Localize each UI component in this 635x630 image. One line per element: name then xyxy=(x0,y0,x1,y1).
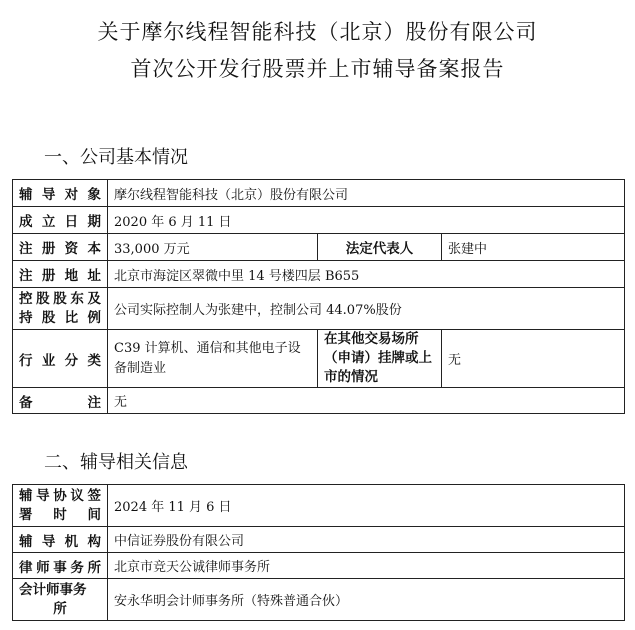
company-info-table xyxy=(12,179,625,414)
note-label: 备注 xyxy=(13,388,108,414)
law-value: 北京市竞天公诚律师事务所 xyxy=(108,553,625,579)
cpa-label-line1: 会计师事务 xyxy=(19,581,87,598)
rep-value: 张建中 xyxy=(442,234,625,261)
table-row xyxy=(13,261,625,288)
table-row xyxy=(13,553,625,579)
capital-label: 注册资本 xyxy=(13,234,108,261)
table-row xyxy=(13,330,625,388)
table-row xyxy=(13,180,625,207)
table-row xyxy=(13,288,625,330)
agreement-label xyxy=(13,485,108,527)
table-row xyxy=(13,207,625,234)
date-label: 成立日期 xyxy=(13,207,108,234)
holder-label-line2: 持股比例 xyxy=(19,309,101,326)
table-row xyxy=(13,234,625,261)
address-label: 注册地址 xyxy=(13,261,108,288)
holder-value: 公司实际控制人为张建中，控制公司 44.07%股份 xyxy=(108,288,625,330)
holder-label-line1: 控股股东及 xyxy=(19,290,101,307)
agreement-label-line1: 辅导协议签 xyxy=(19,487,101,504)
cpa-label xyxy=(13,579,108,621)
capital-value: 33,000 万元 xyxy=(108,234,318,261)
rep-label: 法定代表人 xyxy=(318,234,442,261)
cpa-label-line2: 所 xyxy=(53,600,67,617)
report-title-line1: 关于摩尔线程智能科技（北京）股份有限公司 xyxy=(97,20,538,44)
industry-label: 行业分类 xyxy=(13,330,108,388)
address-value: 北京市海淀区翠微中里 14 号楼四层 B655 xyxy=(108,261,625,288)
agency-value: 中信证券股份有限公司 xyxy=(108,527,625,553)
cpa-value: 安永华明会计师事务所（特殊普通合伙） xyxy=(108,579,625,621)
table-row xyxy=(13,388,625,414)
table-row xyxy=(13,485,625,527)
agreement-label-line2: 署时间 xyxy=(19,506,101,523)
client-label: 辅导对象 xyxy=(13,180,108,207)
section1-heading: 一、公司基本情况 xyxy=(44,147,188,168)
client-value: 摩尔线程智能科技（北京）股份有限公司 xyxy=(108,180,625,207)
section2-heading: 二、辅导相关信息 xyxy=(44,452,188,473)
listing-value: 无 xyxy=(442,330,625,388)
table-row xyxy=(13,579,625,621)
agency-label: 辅导机构 xyxy=(13,527,108,553)
date-value: 2020 年 6 月 11 日 xyxy=(108,207,625,234)
law-label: 律师事务所 xyxy=(13,553,108,579)
table-row xyxy=(13,527,625,553)
industry-value: C39 计算机、通信和其他电子设备制造业 xyxy=(108,330,318,388)
listing-label: 在其他交易场所（申请）挂牌或上市的情况 xyxy=(318,330,442,388)
report-title-line2: 首次公开发行股票并上市辅导备案报告 xyxy=(130,57,505,81)
agreement-value: 2024 年 11 月 6 日 xyxy=(108,485,625,527)
holder-label xyxy=(13,288,108,330)
note-value: 无 xyxy=(108,388,625,414)
tutoring-info-table xyxy=(12,484,625,621)
